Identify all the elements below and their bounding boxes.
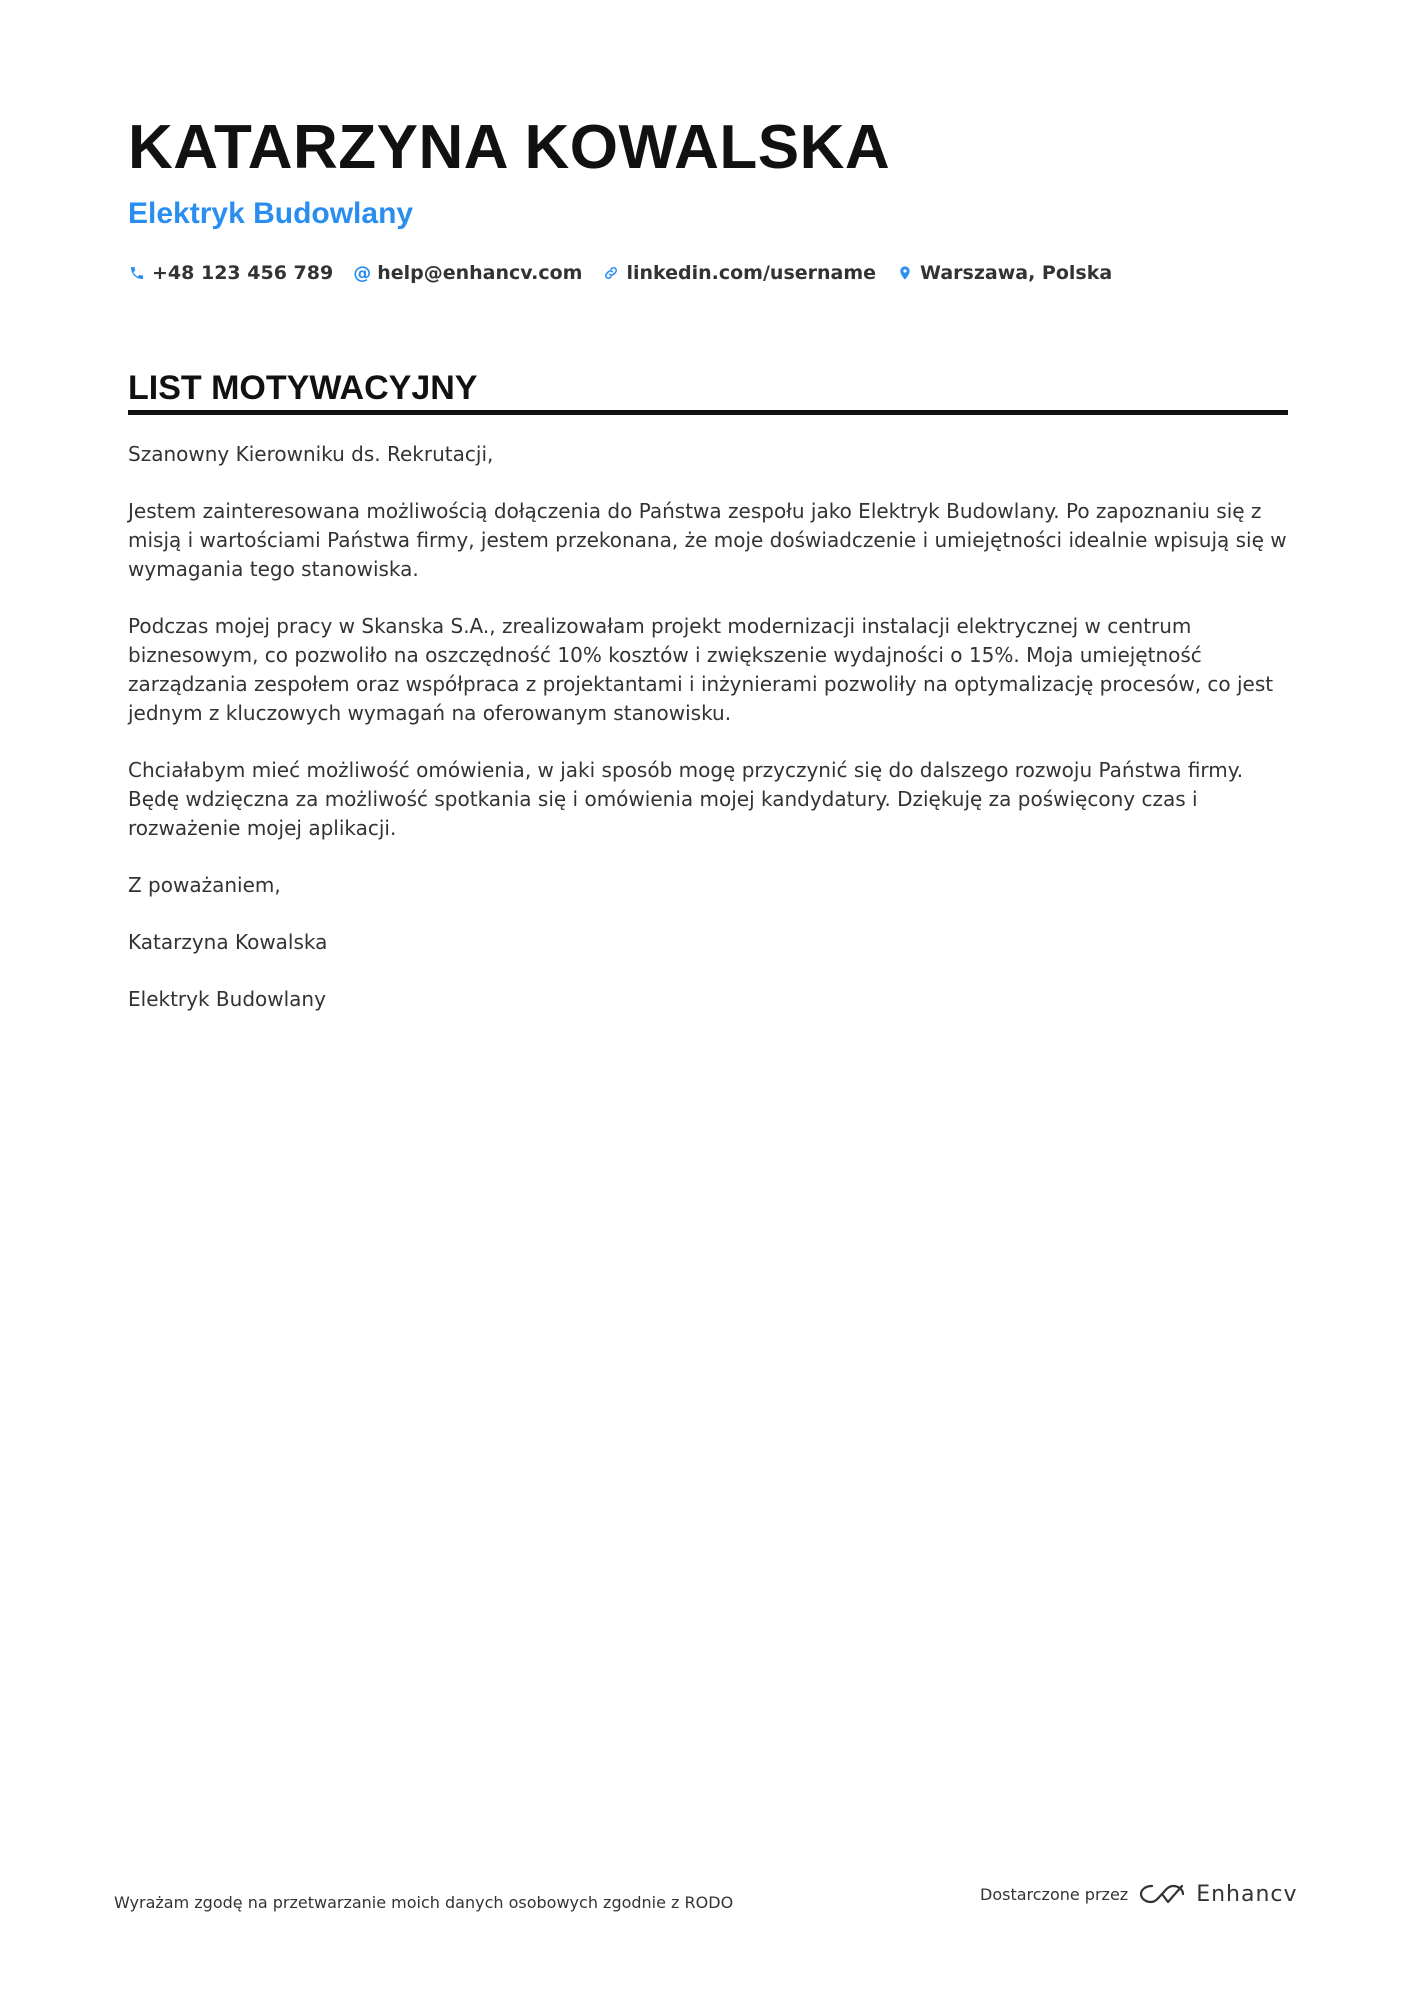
- letter-paragraph-1: Jestem zainteresowana możliwością dołączenia do Państwa zespołu jako Elektryk Budowlany. Po zapoznaniu się z misją i wartościami Państwa firmy, jestem przekonana, że moje doświadczenie i umiejętności idealnie wpisują się w wymagania tego stanowiska.: [128, 499, 1287, 581]
- contact-phone: [128, 262, 333, 284]
- letter-paragraph-3: Chciałabym mieć możliwość omówienia, w jaki sposób mogę przyczynić się do dalszego rozwoju Państwa firmy. Będę wdzięczna za możliwość spotkania się i omówienia mojej kandydatury. Dziękuję za poświęcony czas i rozważenie mojej aplikacji.: [128, 758, 1244, 840]
- letter-body: [128, 440, 1290, 1042]
- link-icon: [602, 264, 620, 282]
- contact-linkedin[interactable]: [602, 262, 876, 284]
- email-text[interactable]: help@enhancv.com: [377, 262, 583, 284]
- candidate-name: KATARZYNA KOWALSKA: [128, 113, 891, 182]
- letter-greeting: Szanowny Kierowniku ds. Rekrutacji,: [128, 442, 494, 466]
- section-title: LIST MOTYWACYJNY: [128, 366, 1288, 415]
- signature-name: Katarzyna Kowalska: [128, 930, 328, 954]
- gdpr-consent: Wyrażam zgodę na przetwarzanie moich danych osobowych zgodnie z RODO: [114, 1893, 734, 1912]
- letter-paragraph-2: Podczas mojej pracy w Skanska S.A., zrealizowałam projekt modernizacji instalacji elektrycznej w centrum biznesowym, co pozwoliło na oszczędność 10% kosztów i zwiększenie wydajności o 15%. Moja umiejętność zarządzania zespołem oraz współpraca z projektantami i inżynierami pozwoliły na optymalizację procesów, co jest jednym z kluczowych wymagań na oferowanym stanowisku.: [128, 614, 1274, 725]
- at-icon: @: [353, 262, 372, 284]
- phone-text: +48 123 456 789: [152, 262, 334, 284]
- footer-brand[interactable]: [980, 1880, 1298, 1908]
- header: [128, 110, 1288, 284]
- brand-name: Enhancv: [1196, 1881, 1298, 1907]
- phone-icon: [128, 264, 146, 282]
- linkedin-text[interactable]: linkedin.com/username: [626, 262, 877, 284]
- location-text: Warszawa, Polska: [920, 262, 1113, 284]
- contact-bar: [128, 262, 1288, 284]
- contact-location: [896, 262, 1112, 284]
- letter-closing: Z poważaniem,: [128, 873, 281, 897]
- location-pin-icon: [896, 264, 914, 282]
- enhancv-logo-icon: [1138, 1880, 1186, 1908]
- candidate-role: Elektryk Budowlany: [128, 197, 414, 230]
- contact-email[interactable]: [353, 262, 582, 284]
- signature-role: Elektryk Budowlany: [128, 987, 326, 1011]
- provided-by-label: Dostarczone przez: [980, 1884, 1129, 1904]
